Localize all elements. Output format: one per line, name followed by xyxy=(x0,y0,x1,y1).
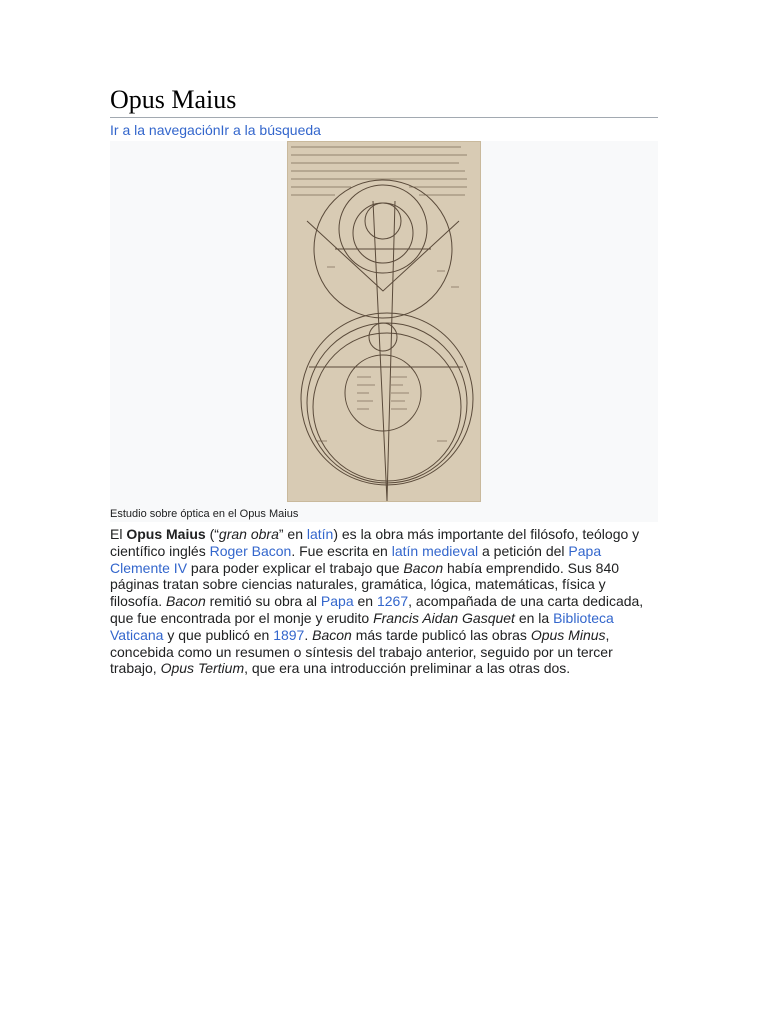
text-run: , que era una introducción preliminar a las otras dos. xyxy=(244,660,571,677)
text-run: El xyxy=(110,526,127,542)
text-run: , concebida como un resumen o síntesis del trabajo anterior, seguido por un tercer trabajo, xyxy=(110,626,613,677)
text-run: (“ xyxy=(205,526,219,542)
text-run: . Fue escrita en xyxy=(291,542,392,559)
opus-tertium-text: Opus Tertium xyxy=(160,660,245,677)
text-run: . xyxy=(304,626,313,643)
bacon-text: Bacon xyxy=(403,559,444,576)
page-title: Opus Maius xyxy=(110,84,658,118)
jump-to-search-link[interactable]: Ir a la búsqueda xyxy=(220,122,321,138)
text-run: remitió su obra al xyxy=(205,593,321,610)
gran-obra-text: gran obra xyxy=(218,526,279,542)
link-papa[interactable]: Papa xyxy=(320,593,354,610)
text-run: , acompañada de una carta dedicada, que fue encontrada por el monje y erudito xyxy=(110,593,644,626)
link-papa-clemente-iv[interactable]: Papa Clemente IV xyxy=(110,542,602,576)
text-run: en la xyxy=(514,609,554,626)
jump-links xyxy=(110,121,658,139)
text-run: había emprendido. Sus 840 páginas tratan sobre ciencias naturales, gramática, lógica, matemáticas, física y filosofía. xyxy=(110,559,620,610)
link-roger-bacon[interactable]: Roger Bacon xyxy=(209,542,292,559)
text-run: a petición del xyxy=(478,542,569,559)
link-1897[interactable]: 1897 xyxy=(273,626,305,643)
jump-to-navigation-link[interactable]: Ir a la navegación xyxy=(110,122,221,138)
text-run: ) es la obra más importante del filósofo, teólogo y científico inglés xyxy=(110,526,640,559)
opus-minus-text: Opus Minus xyxy=(530,626,606,643)
bold-title: Opus Maius xyxy=(126,526,206,542)
article-body xyxy=(110,526,658,677)
text-run: más tarde publicó las obras xyxy=(351,626,531,643)
thumbnail-figure xyxy=(110,141,658,522)
link-biblioteca-vaticana[interactable]: Biblioteca Vaticana xyxy=(110,609,614,643)
manuscript-image[interactable] xyxy=(287,141,481,502)
text-run: ” en xyxy=(278,526,307,542)
intro-paragraph xyxy=(110,526,658,677)
text-run: en xyxy=(353,593,377,610)
gasquet-text: Francis Aidan Gasquet xyxy=(373,609,515,626)
bacon-text: Bacon xyxy=(312,626,352,643)
text-run: y que publicó en xyxy=(163,626,274,643)
link-1267[interactable]: 1267 xyxy=(376,593,409,610)
link-latin-medieval[interactable]: latín medieval xyxy=(391,542,479,559)
link-latin[interactable]: latín xyxy=(306,526,334,542)
text-run: para poder explicar el trabajo que xyxy=(187,559,404,576)
bacon-text: Bacon xyxy=(166,593,206,610)
figure-caption: Estudio sobre óptica en el Opus Maius xyxy=(110,508,299,520)
article xyxy=(110,84,658,677)
